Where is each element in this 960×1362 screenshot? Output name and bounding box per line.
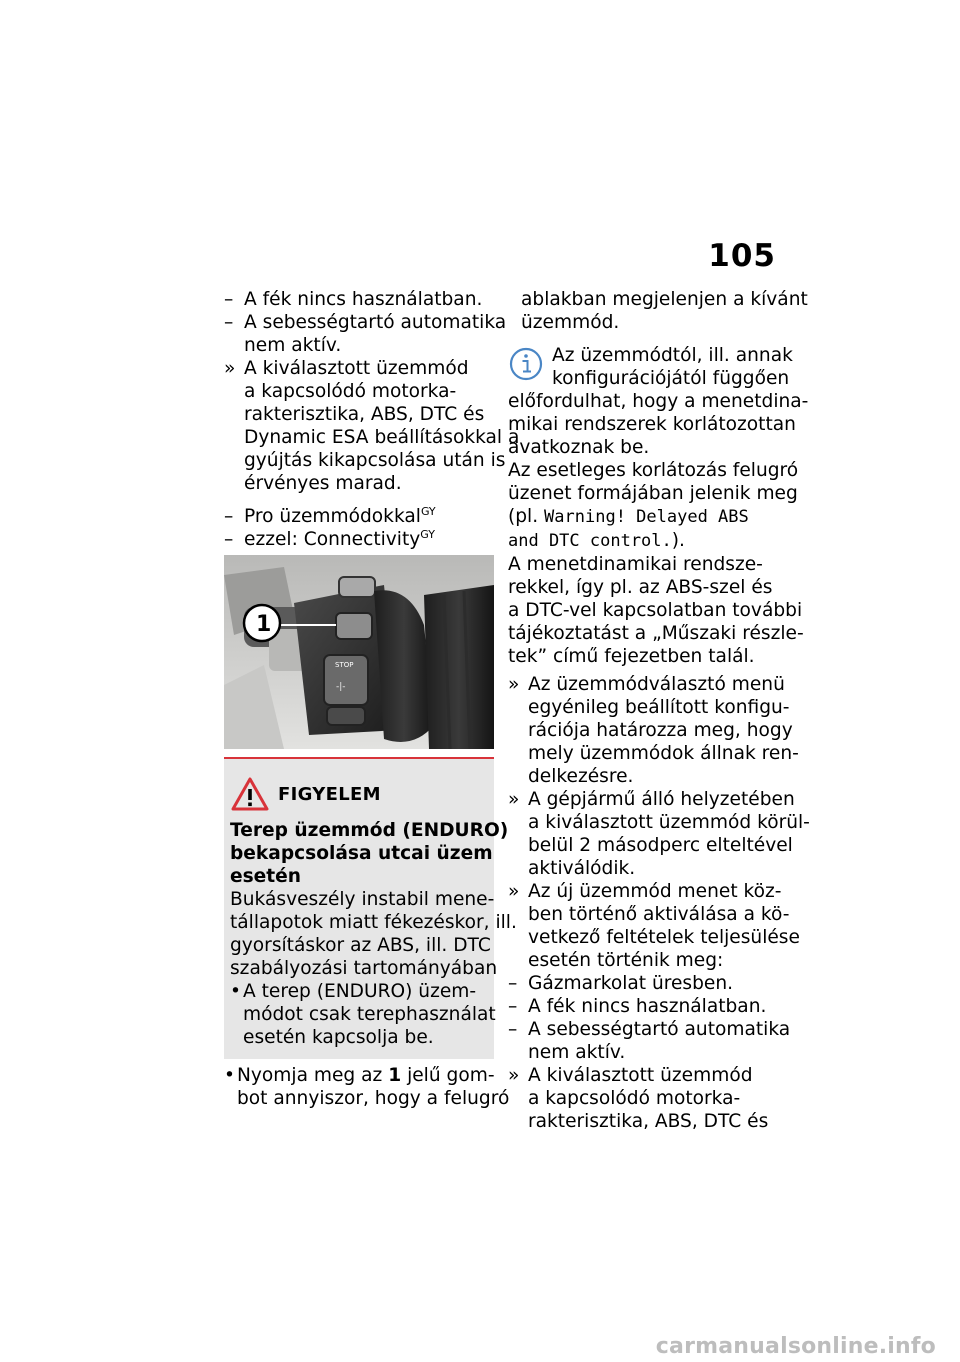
- arrow-mark: »: [508, 789, 520, 810]
- warning-header: [230, 775, 488, 813]
- dash-item: – A sebességtartó automatika nem aktív.: [508, 1019, 791, 1063]
- handlebar-switch-illustration: [224, 555, 494, 749]
- arrow-mark: »: [224, 358, 236, 379]
- result-item: » A kiválasztott üzemmód a kapcsolódó motorka- rakterisztika, ABS, DTC és: [508, 1065, 769, 1132]
- dash-item: – ezzel: Connectivity$^{GY}$: [224, 528, 435, 550]
- dash-mark: –: [508, 996, 518, 1017]
- right-column: [508, 288, 810, 1133]
- result-item: » Az üzemmódválasztó menü egyénileg beállított konfigu- rációja határozza meg, hogy mely üzemmódok állnak ren- delkezésre.: [508, 674, 799, 787]
- dash-mark: –: [224, 506, 234, 527]
- warning-bullet: • A terep (ENDURO) üzem- módot csak terephasználat esetén kapcsolja be.: [230, 981, 496, 1048]
- message-code: and DTC control.: [508, 531, 672, 551]
- result-item: » A gépjármű álló helyzetében a kiválasztott üzemmód körül- belül 2 másodperc elteltével aktiválódik.: [508, 789, 810, 879]
- dash-item: – A fék nincs használatban.: [224, 289, 483, 310]
- info-continuation: előfordulhat, hogy a menetdina- mikai rendszerek korlátozottan avatkoznak be. Az esetleges korlátozás felugró üzenet formájában jelenik meg (pl. Warning! Delayed ABS and DTC control.). A menetdinamikai rendsze- rekkel, így pl. az ABS-szel és a DTC-vel kapcsolatban további tájékoztatást a „Műszaki részle- tek” című fejezetben talál.: [508, 391, 809, 667]
- warning-triangle-icon: [230, 776, 270, 812]
- message-code: Warning! Delayed ABS: [544, 507, 749, 527]
- arrow-mark: »: [508, 1065, 520, 1086]
- button-ref: 1: [388, 1065, 402, 1086]
- warning-box: [224, 757, 517, 1059]
- info-icon: [508, 346, 544, 382]
- dash-mark: –: [224, 312, 234, 333]
- warning-title: FIGYELEM: [278, 783, 381, 805]
- callout-number: 1: [256, 612, 272, 637]
- left-column: [224, 288, 520, 1110]
- dash-mark: –: [224, 529, 234, 550]
- bullet-mark: •: [230, 981, 241, 1002]
- dash-item: – A sebességtartó automatika nem aktív.: [224, 312, 507, 356]
- step-item: • Nyomja meg az 1 jelű gom- bot annyiszor, hogy a felugró: [224, 1065, 510, 1109]
- arrow-mark: »: [508, 674, 520, 695]
- dash-item: – A fék nincs használatban.: [508, 996, 767, 1017]
- gy-superscript: GY: [420, 528, 435, 541]
- dash-item: – Gázmarkolat üresben.: [508, 973, 734, 994]
- dash-mark: –: [508, 973, 518, 994]
- dash-mark-label: -|-: [336, 682, 346, 692]
- info-note: Az üzemmódtól, ill. annak konfigurációjától függően: [508, 344, 784, 390]
- warning-subtitle: Terep üzemmód (ENDURO) bekapcsolása utcai üzem esetén: [230, 820, 509, 887]
- dash-mark: –: [508, 1019, 518, 1040]
- bullet-mark: •: [224, 1065, 235, 1086]
- page-number: 105: [708, 238, 776, 274]
- warning-body: Bukásveszély instabil mene- tállapotok miatt fékezéskor, ill. gyorsításkor az ABS, ill. DTC szabályozási tartományában: [230, 889, 517, 979]
- result-item: » Az új üzemmód menet köz- ben történő aktiválása a kö- vetkező feltételek teljesülése esetén történik meg:: [508, 881, 800, 971]
- dash-mark: –: [224, 289, 234, 310]
- step-continuation: ablakban megjelenjen a kívánt üzemmód.: [521, 289, 808, 333]
- arrow-mark: »: [508, 881, 520, 902]
- watermark: carmanualsonline.info: [655, 1334, 936, 1359]
- dash-item: – Pro üzemmódokkal$^{GY}$: [224, 505, 436, 527]
- handlebar-switch-photo: [224, 555, 494, 749]
- gy-superscript: GY: [420, 505, 436, 518]
- stop-label: STOP: [335, 661, 354, 669]
- result-item: » A kiválasztott üzemmód a kapcsolódó motorka- rakterisztika, ABS, DTC és Dynamic ESA beállításokkal a gyújtás kikapcsolása után is érvényes marad.: [224, 358, 520, 494]
